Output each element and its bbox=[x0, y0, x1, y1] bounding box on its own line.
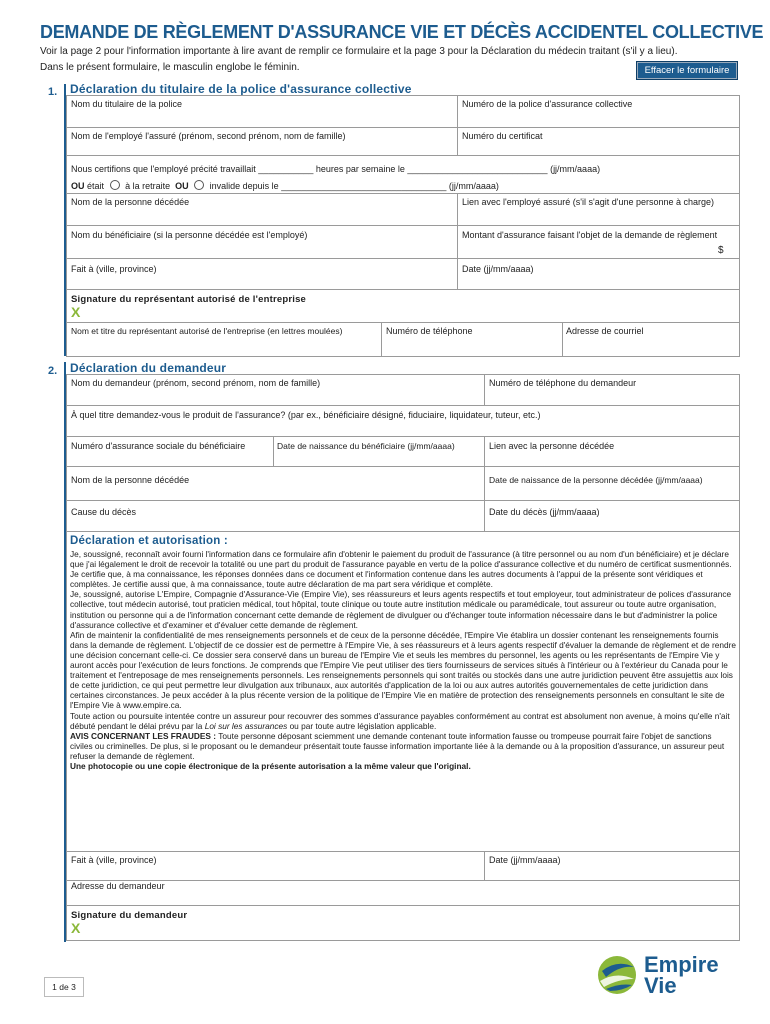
or-label: OU bbox=[71, 181, 85, 191]
claimant-signature-label: Signature du demandeur bbox=[71, 910, 188, 921]
label-claimant-name: Nom du demandeur (prénom, second prénom, nom de famille) bbox=[71, 378, 321, 388]
divider bbox=[66, 405, 740, 406]
divider bbox=[273, 436, 274, 466]
auth-para-4 bbox=[70, 711, 736, 731]
divider bbox=[66, 500, 740, 501]
label-claimant-done-at: Fait à (ville, province) bbox=[71, 855, 157, 865]
section-1-number: 1. bbox=[48, 86, 58, 98]
divider bbox=[484, 374, 485, 405]
section-2-number: 2. bbox=[48, 365, 58, 377]
divider bbox=[457, 193, 458, 289]
divider bbox=[66, 531, 740, 532]
divider bbox=[562, 322, 563, 357]
label-rep-name: Nom et titre du représentant autorisé de l'entreprise (en lettres moulées) bbox=[71, 326, 343, 336]
divider bbox=[66, 466, 740, 467]
divider bbox=[66, 225, 740, 226]
label-certificate-number: Numéro du certificat bbox=[462, 131, 543, 141]
divider bbox=[66, 289, 740, 290]
label-email: Adresse de courriel bbox=[566, 326, 644, 336]
divider bbox=[484, 851, 485, 880]
label-sin: Numéro d'assurance sociale du bénéficiaire bbox=[71, 441, 246, 451]
divider bbox=[66, 851, 740, 852]
form-title: DEMANDE DE RÈGLEMENT D'ASSURANCE VIE ET DÉCÈS ACCIDENTEL COLLECTIVE bbox=[40, 22, 764, 42]
fraud-text: Toute personne déposant sciemment une demande contenant toute information fausse ou trompeuse pourrait faire l'objet de sanctions civiles ou criminelles. De plus, si le proposant ou le demandeur présentait toute fausse information importante liée à la demande ou à la proposition d'assurance, un assureur peut refuser la demande de règlement. bbox=[70, 730, 725, 761]
auth-text-block bbox=[70, 549, 736, 771]
rep-signature-x[interactable]: X bbox=[71, 304, 81, 320]
label-cause: Cause du décès bbox=[71, 507, 137, 517]
copy-note: Une photocopie ou une copie électronique de la présente autorisation a la même valeur que l'original. bbox=[70, 760, 471, 771]
label-relationship: Lien avec l'employé assuré (s'il s'agit d'une personne à charge) bbox=[462, 197, 715, 207]
label-deceased-name: Nom de la personne décédée bbox=[71, 197, 190, 207]
retired-label: à la retraite bbox=[125, 181, 171, 191]
divider bbox=[66, 258, 740, 259]
divider bbox=[66, 880, 740, 881]
retired-radio[interactable] bbox=[110, 180, 120, 190]
label-deceased-name-2: Nom de la personne décédée bbox=[71, 475, 190, 485]
intro-line-1: Voir la page 2 pour l'information importante à lire avant de remplir ce formulaire et la page 3 pour la Déclaration du médecin traitant (s'il y a lieu). bbox=[40, 46, 678, 57]
was-label: était bbox=[87, 181, 105, 191]
dollar-sign: $ bbox=[718, 245, 724, 256]
disabled-label: invalide depuis le _________________________________ (jj/mm/aaaa) bbox=[209, 181, 499, 191]
divider bbox=[66, 322, 740, 323]
para4-italic: Loi sur les assurances bbox=[204, 720, 288, 731]
label-claimant-address: Adresse du demandeur bbox=[71, 881, 165, 891]
label-phone: Numéro de téléphone bbox=[386, 326, 473, 336]
label-employee-name: Nom de l'employé l'assuré (prénom, second prénom, nom de famille) bbox=[71, 131, 346, 141]
section-1-heading: Déclaration du titulaire de la police d'assurance collective bbox=[70, 82, 412, 96]
label-claimant-date: Date (jj/mm/aaaa) bbox=[489, 855, 561, 865]
label-policy-holder: Nom du titulaire de la police bbox=[71, 99, 183, 109]
section-2-heading: Déclaration du demandeur bbox=[70, 361, 227, 375]
intro-line-2: Dans le présent formulaire, le masculin englobe le féminin. bbox=[40, 62, 300, 73]
or-label: OU bbox=[175, 181, 189, 191]
label-claim-amount: Montant d'assurance faisant l'objet de la demande de règlement bbox=[462, 230, 718, 240]
label-claimant-phone: Numéro de téléphone du demandeur bbox=[489, 378, 637, 388]
divider bbox=[381, 322, 382, 357]
auth-para-1: Je, soussigné, reconnaît avoir fourni l'information dans ce formulaire afin d'obtenir le paiement du produit de l'assurance (à titre personnel ou au nom d'un bénéficiaire) et je déclare que j'ai légalement le droit de recevoir la totalité ou une part du produit de l'assurance payable en vertu de la police d'assurance collective et du numéro de certificat susmentionnés. Je certifie que, à ma connaissance, les réponses données dans ce document et l'information contenue dans les autres documents à l'appui de la présente sont véridiques et complètes. Je certifie aussi que, à ma connaissance, toute autre déclaration de ma part sera véridique et complète. bbox=[70, 549, 732, 590]
certify-hours-line: Nous certifions que l'employé précité travaillait ___________ heures par semaine le ____________________________ (jj/mm/aaaa) bbox=[71, 164, 601, 174]
disabled-radio[interactable] bbox=[194, 180, 204, 190]
auth-para-2: Je, soussigné, autorise L'Empire, Compagnie d'Assurance-Vie (Empire Vie), ses réassureurs et leurs agents respectifs et tout employeur, tout administrateur de polices d'assurance collective, tout médecin autorisé, tout praticien médical, tout hôpital, toute clinique ou toute autre institution médicale ou paramédicale, tout assureur ou toute autre organisation, institution ou personne qui a de l'information concernant cette demande de règlement de divulguer ou d'échanger toute information nécessaire dans le but d'administrer la police d'assurance collective et d'examiner et d'évaluer cette demande de règlement. bbox=[70, 589, 732, 630]
label-beneficiary-name: Nom du bénéficiaire (si la personne décédée est l'employé) bbox=[71, 230, 308, 240]
logo-text-2: Vie bbox=[644, 973, 677, 998]
label-done-at: Fait à (ville, province) bbox=[71, 264, 157, 274]
auth-para-3: Afin de maintenir la confidentialité de mes renseignements personnels et de ceux de la personne décédée, l'Empire Vie établira un dossier contenant les renseignements fournis dans la demande de règlement. L'objectif de ce dossier est de permettre à l'Empire Vie, à ses réassureurs et à leurs agents respectif d'évaluer la demande de règlement et de rendre une décision concernant celle-ci. Ce dossier sera conservé dans un bureau de l'Empire Vie et seuls les membres du personnel, les agents ou les représentants de l'Empire Vie y auront accès pour l'exécution de leurs fonctions. Je comprends que l'Empire Vie peut utiliser des tiers fournisseurs de services situés à l'intérieur ou à l'extérieur du Canada pour le traitement et l'entreposage de mes renseignements personnels. Les renseignements personnels qui sont traités ou stockés dans une autre juridiction peuvent être assujettis aux lois de cette juridiction, ce qui peut permettre leur divulgation aux tribunaux, aux autorités d'application de la loi ou aux autres autorités gouvernementales de cette juridiction dans certaines circonstances. Je peux accéder à la plus récente version de la politique de l'Empire Vie en matière de protection des renseignements personnels en consultant le site de l'Empire Vie à www.empire.ca. bbox=[70, 629, 736, 711]
label-relation-deceased: Lien avec la personne décédée bbox=[489, 441, 615, 451]
divider bbox=[66, 127, 740, 128]
divider bbox=[66, 193, 740, 194]
label-capacity: À quel titre demandez-vous le produit de l'assurance? (par ex., bénéficiaire désigné, fiduciaire, liquidateur, tuteur, etc.) bbox=[71, 410, 541, 420]
divider bbox=[66, 905, 740, 906]
page-number: 1 de 3 bbox=[44, 977, 84, 997]
divider bbox=[66, 155, 740, 156]
auth-heading: Déclaration et autorisation : bbox=[70, 535, 228, 547]
label-policy-number: Numéro de la police d'assurance collective bbox=[462, 99, 633, 109]
fraud-title: AVIS CONCERNANT LES FRAUDES : bbox=[70, 730, 219, 741]
claimant-signature-x[interactable]: X bbox=[71, 920, 81, 936]
fraud-notice bbox=[70, 731, 736, 761]
para4-part-a: Toute action ou poursuite intentée contre un assureur pour recouvrer des sommes d'assurance payables conformément au contrat est absolument non avenue, à moins qu'elle n'ait débuté pendant le délai prévu par la bbox=[70, 710, 730, 731]
label-beneficiary-dob: Date de naissance du bénéficiaire (jj/mm/aaaa) bbox=[277, 441, 455, 451]
divider bbox=[66, 436, 740, 437]
certify-status-line bbox=[71, 180, 499, 191]
label-deceased-dob: Date de naissance de la personne décédée (jj/mm/aaaa) bbox=[489, 475, 703, 485]
label-date: Date (jj/mm/aaaa) bbox=[462, 264, 534, 274]
para4-part-b: ou par toute autre législation applicable. bbox=[287, 720, 437, 731]
divider bbox=[484, 436, 485, 531]
divider bbox=[457, 95, 458, 155]
clear-form-button[interactable]: Effacer le formulaire bbox=[636, 61, 738, 80]
rep-signature-label: Signature du représentant autorisé de l'entreprise bbox=[71, 294, 307, 305]
empire-logo-icon bbox=[596, 953, 638, 997]
label-death-date: Date du décès (jj/mm/aaaa) bbox=[489, 507, 600, 517]
logo-text-1: Empire bbox=[644, 952, 719, 977]
